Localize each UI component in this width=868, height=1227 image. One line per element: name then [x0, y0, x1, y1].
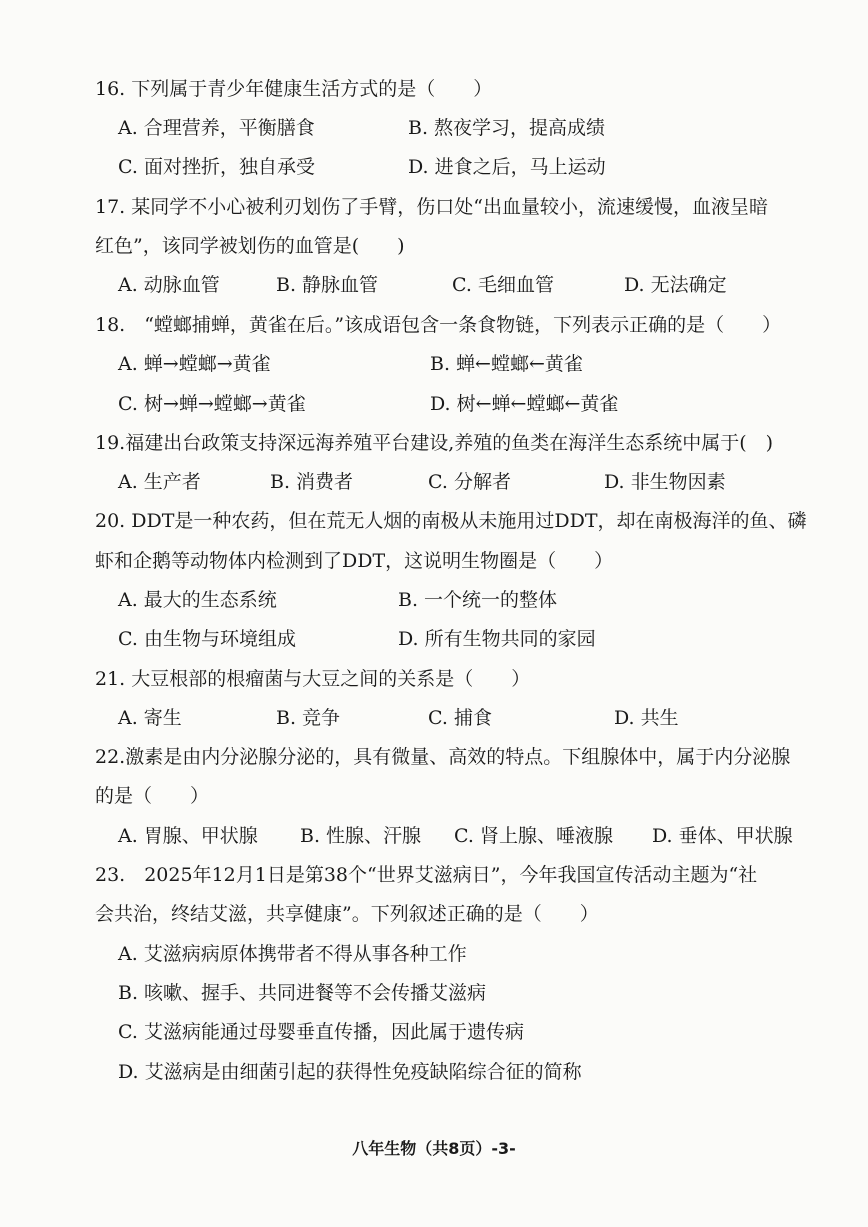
question-21-option-b: B. 竞争 [276, 707, 341, 729]
question-17-stem-line1: 17. 某同学不小心被利刃划伤了手臂，伤口处“出血量较小，流速缓慢，血液呈暗 [95, 196, 768, 218]
question-23-option-c: C. 艾滋病能通过母婴垂直传播，因此属于遗传病 [118, 1021, 524, 1043]
question-23-option-a: A. 艾滋病病原体携带者不得从事各种工作 [118, 943, 467, 965]
question-20-option-a: A. 最大的生态系统 [118, 589, 277, 611]
question-17-stem-line2: 红色”，该同学被划伤的血管是( ) [95, 235, 405, 257]
question-22-option-c: C. 肾上腺、唾液腺 [454, 825, 613, 847]
question-18-option-c: C. 树→蝉→螳螂→黄雀 [118, 393, 306, 415]
question-21-option-a: A. 寄生 [118, 707, 182, 729]
question-17-option-b: B. 静脉血管 [276, 274, 379, 296]
question-16-option-b: B. 熬夜学习，提高成绩 [408, 117, 606, 139]
question-20-option-b: B. 一个统一的整体 [398, 589, 558, 611]
question-18-option-a: A. 蝉→螳螂→黄雀 [118, 353, 271, 375]
question-22-option-d: D. 垂体、甲状腺 [652, 825, 793, 847]
page-footer: 八年生物（共8页）-3- [352, 1139, 516, 1158]
question-21-option-c: C. 捕食 [428, 707, 492, 729]
question-16-option-d: D. 进食之后，马上运动 [408, 156, 606, 178]
question-20-option-c: C. 由生物与环境组成 [118, 628, 296, 650]
question-23-stem-line1: 23. 2025年12月1日是第38个“世界艾滋病日”，今年我国宣传活动主题为“社 [95, 864, 758, 886]
question-16-option-a: A. 合理营养，平衡膳食 [118, 117, 315, 139]
question-16-option-c: C. 面对挫折，独自承受 [118, 156, 315, 178]
question-19-option-a: A. 生产者 [118, 471, 201, 493]
question-23-option-b: B. 咳嗽、握手、共同进餐等不会传播艾滋病 [118, 982, 487, 1004]
question-17-option-a: A. 动脉血管 [118, 274, 220, 296]
question-22-stem-line1: 22.激素是由内分泌腺分泌的，具有微量、高效的特点。下组腺体中，属于内分泌腺 [95, 746, 791, 768]
question-22-option-b: B. 性腺、汗腺 [300, 825, 422, 847]
question-18-stem: 18. “螳螂捕蝉，黄雀在后。”该成语包含一条食物链，下列表示正确的是（ ） [95, 314, 782, 336]
question-17-option-c: C. 毛细血管 [452, 274, 554, 296]
question-19-option-b: B. 消费者 [270, 471, 354, 493]
question-21-option-d: D. 共生 [614, 707, 679, 729]
question-18-option-d: D. 树←蝉←螳螂←黄雀 [430, 393, 619, 415]
question-22-stem-line2: 的是（ ） [95, 785, 210, 807]
question-23-option-d: D. 艾滋病是由细菌引起的获得性免疫缺陷综合征的简称 [118, 1061, 582, 1083]
question-19-option-d: D. 非生物因素 [604, 471, 726, 493]
question-19-stem: 19.福建出台政策支持深远海养殖平台建设,养殖的鱼类在海洋生态系统中属于( ) [95, 432, 774, 454]
question-21-stem: 21. 大豆根部的根瘤菌与大豆之间的关系是（ ） [95, 668, 531, 690]
question-18-option-b: B. 蝉←螳螂←黄雀 [430, 353, 583, 375]
question-20-stem-line2: 虾和企鹅等动物体内检测到了DDT，这说明生物圈是（ ） [95, 550, 614, 572]
question-23-stem-line2: 会共治，终结艾滋，共享健康”。下列叙述正确的是（ ） [95, 903, 599, 925]
question-22-option-a: A. 胃腺、甲状腺 [118, 825, 258, 847]
question-16-stem: 16. 下列属于青少年健康生活方式的是（ ） [95, 78, 493, 100]
question-19-option-c: C. 分解者 [428, 471, 511, 493]
question-20-stem-line1: 20. DDT是一种农药，但在荒无人烟的南极从未施用过DDT，却在南极海洋的鱼、磷 [95, 510, 807, 532]
question-20-option-d: D. 所有生物共同的家园 [398, 628, 596, 650]
question-17-option-d: D. 无法确定 [624, 274, 727, 296]
